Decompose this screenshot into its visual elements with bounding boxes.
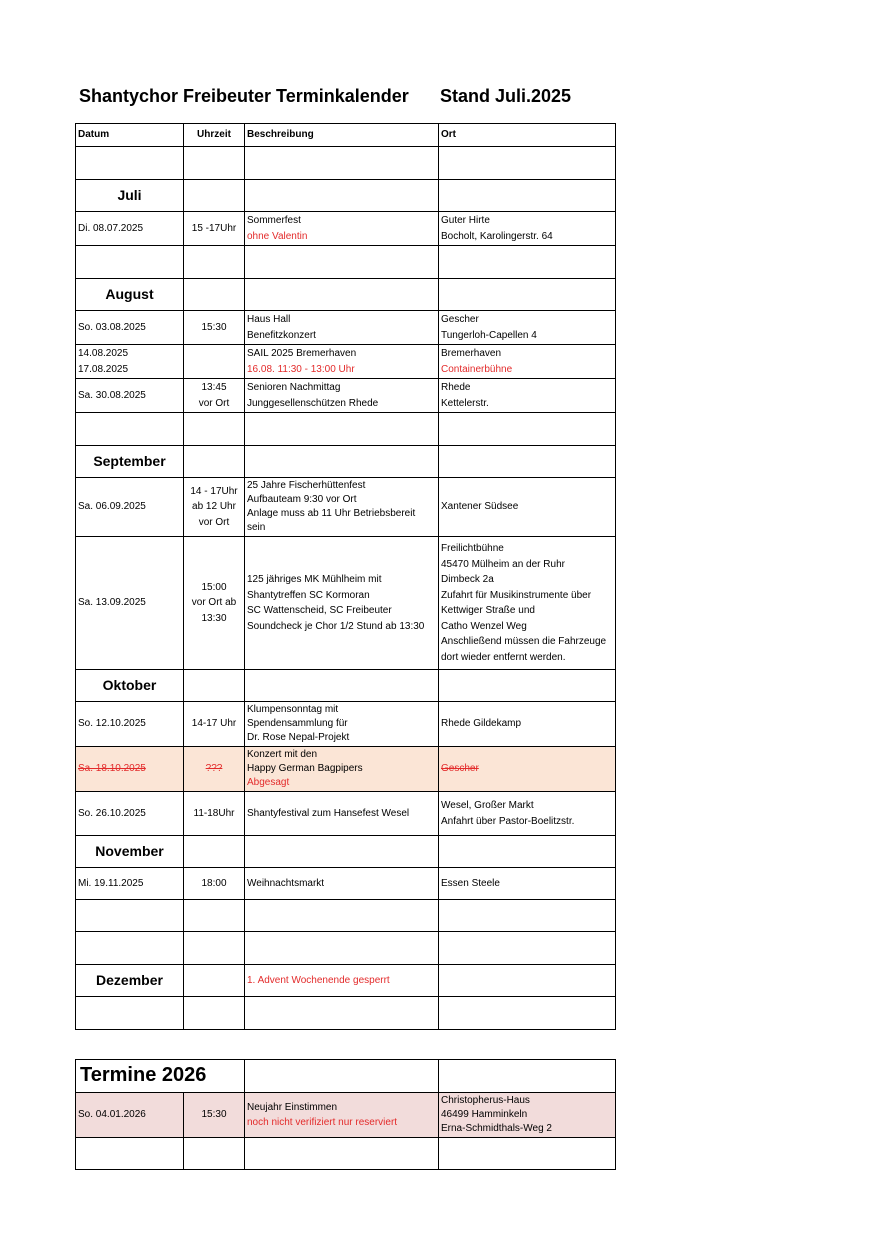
place-line: Christopherus-Haus <box>441 1095 530 1106</box>
empty-row <box>76 413 616 446</box>
time-line: vor Ort <box>198 397 230 409</box>
table-row-cancelled <box>76 747 616 792</box>
table-row <box>76 345 616 379</box>
place-cell <box>439 1093 616 1138</box>
col-header-uhrzeit: Uhrzeit <box>184 124 245 147</box>
description-cell <box>245 1093 439 1138</box>
description-cell <box>245 702 439 747</box>
description-note: noch nicht verifiziert nur reserviert <box>247 1117 398 1128</box>
empty-row <box>76 246 616 279</box>
time-cell <box>184 379 245 413</box>
description-cell <box>245 311 439 345</box>
place-line: Wesel, Großer Markt <box>441 800 534 811</box>
time-line: vor Ort <box>198 516 230 528</box>
place-cell <box>439 379 616 413</box>
place-line: Freilichtbühne <box>441 543 504 554</box>
month-row-juli <box>76 180 616 212</box>
header-row <box>76 124 616 147</box>
place-line: Erna-Schmidthals-Weg 2 <box>441 1123 552 1134</box>
place-line: 46499 Hamminkeln <box>441 1109 528 1120</box>
place-cell: Essen Steele <box>439 868 616 900</box>
month-label: August <box>76 279 184 311</box>
description-note: 16.08. 11:30 - 13:00 Uhr <box>247 363 355 375</box>
time-cell: 15 -17Uhr <box>184 212 245 246</box>
time-cell: 14-17 Uhr <box>184 702 245 747</box>
date-cell: So. 04.01.2026 <box>76 1093 184 1138</box>
description-line: Anlage muss ab 11 Uhr Betriebsbereit <box>247 508 416 519</box>
description-cell <box>245 212 439 246</box>
time-line: vor Ort ab <box>191 597 237 609</box>
empty-row <box>76 932 616 965</box>
date-cell: Di. 08.07.2025 <box>76 212 184 246</box>
place-cell <box>439 345 616 379</box>
date-cell: So. 12.10.2025 <box>76 702 184 747</box>
time-line: 15:00 <box>201 581 227 593</box>
time-cell: 11-18Uhr <box>184 792 245 836</box>
col-header-datum: Datum <box>76 124 184 147</box>
empty-row <box>76 900 616 932</box>
description-line: 125 jähriges MK Mühlheim mit <box>247 574 382 585</box>
stand-date: Stand Juli.2025 <box>440 86 572 106</box>
description-line: Junggesellenschützen Rhede <box>247 397 379 409</box>
place-cell: Xantener Südsee <box>439 478 616 537</box>
section-title: Termine 2026 <box>76 1060 245 1093</box>
month-label: September <box>76 446 184 478</box>
time-cell <box>184 537 245 670</box>
place-line: Kettelerstr. <box>441 397 489 409</box>
page-title: Shantychor Freibeuter Terminkalender <box>79 86 409 106</box>
place-line: Zufahrt für Musikinstrumente über <box>441 589 592 601</box>
place-note: Containerbühne <box>441 363 513 375</box>
description-line: SC Wattenscheid, SC Freibeuter <box>247 605 392 616</box>
title-row-2026 <box>76 1060 616 1093</box>
description-cell <box>245 537 439 670</box>
date-line: 17.08.2025 <box>78 363 129 375</box>
table-row <box>76 702 616 747</box>
month-label: November <box>76 836 184 868</box>
place-line: dort wieder entfernt werden. <box>441 651 566 663</box>
dezember-note: 1. Advent Wochenende gesperrt <box>245 965 439 997</box>
description-line: sein <box>247 522 266 533</box>
month-row-dezember <box>76 965 616 997</box>
date-line: 14.08.2025 <box>78 348 129 359</box>
place-cell <box>439 537 616 670</box>
time-line: ab 12 Uhr <box>192 501 236 513</box>
place-cell: Rhede Gildekamp <box>439 702 616 747</box>
place-line: Bremerhaven <box>441 348 502 359</box>
description-line: Sommerfest <box>247 215 301 226</box>
schedule-2026-table <box>75 1059 616 1170</box>
description-cell <box>245 379 439 413</box>
time-line: 13:45 <box>201 382 227 393</box>
empty-row <box>76 997 616 1030</box>
month-label: Oktober <box>76 670 184 702</box>
table-row <box>76 478 616 537</box>
date-cell: So. 26.10.2025 <box>76 792 184 836</box>
description-line: Shantytreffen SC Kormoran <box>247 589 370 601</box>
table-row <box>76 537 616 670</box>
place-cell <box>439 212 616 246</box>
table-row <box>76 311 616 345</box>
schedule-table <box>75 123 616 1030</box>
date-cell <box>76 345 184 379</box>
description-cell: Shantyfestival zum Hansefest Wesel <box>245 792 439 836</box>
description-line: Aufbauteam 9:30 vor Ort <box>247 494 357 505</box>
description-cell <box>245 345 439 379</box>
time-cell <box>184 478 245 537</box>
description-line: SAIL 2025 Bremerhaven <box>247 348 357 359</box>
date-cell: Sa. 13.09.2025 <box>76 537 184 670</box>
month-row-oktober <box>76 670 616 702</box>
description-line: Haus Hall <box>247 314 291 325</box>
time-cell: 15:30 <box>184 311 245 345</box>
place-line: 45470 Mülheim an der Ruhr <box>441 558 565 570</box>
description-line: 25 Jahre Fischerhüttenfest <box>247 480 366 491</box>
month-row-september <box>76 446 616 478</box>
table-row <box>76 1093 616 1138</box>
description-line: Konzert mit den <box>247 749 318 760</box>
place-line: Tungerloh-Capellen 4 <box>441 329 537 341</box>
date-cell: Mi. 19.11.2025 <box>76 868 184 900</box>
month-row-august <box>76 279 616 311</box>
place-line: Anfahrt über Pastor-Boelitzstr. <box>441 815 575 827</box>
description-note: ohne Valentin <box>247 230 308 242</box>
empty-row <box>76 1138 616 1170</box>
empty-row <box>76 147 616 180</box>
description-cell: Weihnachtsmarkt <box>245 868 439 900</box>
table-row <box>76 792 616 836</box>
month-row-november <box>76 836 616 868</box>
col-header-ort: Ort <box>439 124 616 147</box>
place-line: Guter Hirte <box>441 215 490 226</box>
place-line: Gescher <box>441 314 479 325</box>
month-label: Dezember <box>76 965 184 997</box>
time-line: 13:30 <box>201 612 227 624</box>
time-cell: 18:00 <box>184 868 245 900</box>
place-cell <box>439 311 616 345</box>
table-row <box>76 868 616 900</box>
place-line: Bocholt, Karolingerstr. 64 <box>441 230 553 242</box>
date-cell: So. 03.08.2025 <box>76 311 184 345</box>
table-row <box>76 212 616 246</box>
description-cell <box>245 478 439 537</box>
date-cell: Sa. 18.10.2025 <box>76 747 184 792</box>
time-cell <box>184 345 245 379</box>
description-line: Neujahr Einstimmen <box>247 1101 338 1113</box>
description-line: Soundcheck je Chor 1/2 Stund ab 13:30 <box>247 620 425 632</box>
place-cell <box>439 792 616 836</box>
description-line: Benefitzkonzert <box>247 329 316 341</box>
place-line: Dimbeck 2a <box>441 574 494 585</box>
time-cell: ??? <box>184 747 245 792</box>
time-line: 14 - 17Uhr <box>190 485 238 497</box>
col-header-beschreibung: Beschreibung <box>245 124 439 147</box>
table-row <box>76 379 616 413</box>
time-cell: 15:30 <box>184 1093 245 1138</box>
date-cell: Sa. 30.08.2025 <box>76 379 184 413</box>
description-line: Spendensammlung für <box>247 718 348 729</box>
place-cell: Gescher <box>439 747 616 792</box>
description-line: Senioren Nachmittag <box>247 382 341 393</box>
description-line: Dr. Rose Nepal-Projekt <box>247 732 350 743</box>
place-line: Catho Wenzel Weg <box>441 620 527 632</box>
description-cell <box>245 747 439 792</box>
cancelled-note: Abgesagt <box>247 777 290 788</box>
place-line: Anschließend müssen die Fahrzeuge <box>441 636 607 647</box>
description-line: Happy German Bagpipers <box>247 763 363 774</box>
description-line: Klumpensonntag mit <box>247 704 339 715</box>
date-cell: Sa. 06.09.2025 <box>76 478 184 537</box>
month-label: Juli <box>76 180 184 212</box>
place-line: Kettwiger Straße und <box>441 605 535 616</box>
place-line: Rhede <box>441 382 471 393</box>
